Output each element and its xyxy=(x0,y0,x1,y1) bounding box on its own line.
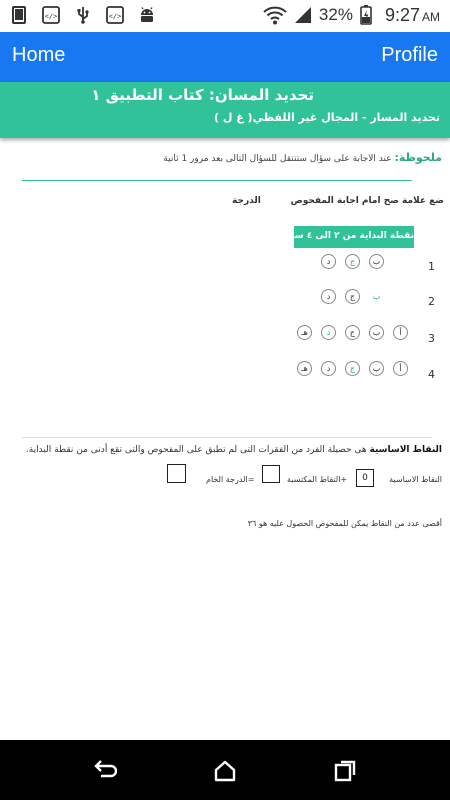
answer-option[interactable]: د xyxy=(321,361,336,376)
navigation-bar xyxy=(0,740,450,800)
status-bar-system xyxy=(263,4,440,26)
basic-points-title: النقاط الاساسية xyxy=(369,445,442,455)
answer-option[interactable]: ب xyxy=(369,325,384,340)
answer-option[interactable]: ب xyxy=(369,254,384,269)
answer-option[interactable]: د xyxy=(321,289,336,304)
answer-option[interactable]: د xyxy=(321,325,336,340)
start-point-label: نقطة البداية من ٢ الى ٤ سنوات xyxy=(294,226,414,248)
answer-option[interactable]: هـ xyxy=(297,325,312,340)
svg-text:</>: </> xyxy=(108,12,122,21)
basic-points-text: هى حصيلة الفرد من الفقرات التى لم تطبق على المفحوص والتى تقع أدنى من نقطة البداية. xyxy=(25,445,370,455)
earned-points-input[interactable] xyxy=(262,465,280,483)
clock-time: 9:27 xyxy=(384,4,420,25)
answer-option[interactable]: أ xyxy=(393,325,408,340)
code-icon xyxy=(106,6,124,24)
code-icon xyxy=(42,6,60,24)
recent-apps-icon[interactable] xyxy=(332,758,358,784)
basic-points-value[interactable]: 0 xyxy=(356,469,374,487)
tablet-icon xyxy=(10,6,28,24)
status-bar-notifications xyxy=(10,6,156,24)
app-bar xyxy=(0,32,450,82)
answer-option[interactable]: د xyxy=(321,254,336,269)
clock-ampm: AM xyxy=(422,9,440,24)
question-number: 3 xyxy=(428,332,435,345)
section-separator xyxy=(22,437,432,438)
page-subtitle: تحديد المسار - المجال غير اللفظي( غ ل ) xyxy=(213,111,440,124)
note-text: عند الاجابة على سؤال ستنتقل للسؤال التالى بعد مرور 1 ثانية xyxy=(163,154,395,164)
note-label: ملحوظة: xyxy=(394,151,442,164)
status-bar xyxy=(0,0,450,32)
raw-score-label: =الدرجة الخام xyxy=(206,475,255,484)
answer-option[interactable]: ج xyxy=(345,254,360,269)
page-title: تحديد المسان: كتاب التطبيق ١ xyxy=(91,86,314,104)
signal-icon xyxy=(293,5,313,25)
divider xyxy=(22,180,412,181)
answer-option[interactable]: ب xyxy=(369,361,384,376)
page-header xyxy=(0,82,450,138)
battery-charging-icon xyxy=(359,4,373,26)
question-number: 4 xyxy=(428,368,435,381)
answer-option[interactable]: هـ xyxy=(297,361,312,376)
question-number: 2 xyxy=(428,295,435,308)
instruction-column-header: ضع علامة صح امام اجابة المفحوص xyxy=(290,196,444,206)
svg-text:</>: </> xyxy=(44,12,58,21)
home-button[interactable]: Home xyxy=(12,44,66,66)
answer-option[interactable]: ب xyxy=(369,289,384,304)
battery-percent: 32% xyxy=(318,5,353,24)
plus-earned-points-label: +النقاط المكتسبة xyxy=(287,475,348,484)
basic-points-label: النقاط الاساسية xyxy=(389,475,442,484)
home-icon[interactable] xyxy=(212,758,238,784)
answer-option[interactable]: ج xyxy=(345,325,360,340)
answer-option[interactable]: ج xyxy=(345,361,360,376)
profile-button[interactable]: Profile xyxy=(381,44,438,66)
usb-icon xyxy=(74,6,92,24)
wifi-icon xyxy=(263,4,287,26)
raw-score-input[interactable] xyxy=(167,464,186,483)
back-icon[interactable] xyxy=(92,758,118,784)
grade-column-header: الدرجة xyxy=(232,196,261,206)
max-points-text: أقصى عدد من النقاط يمكن للمفحوص الحصول عليه هو ٣٦ xyxy=(247,519,442,528)
note xyxy=(163,151,442,164)
answer-option[interactable]: ج xyxy=(345,289,360,304)
clock xyxy=(385,5,440,26)
android-icon xyxy=(138,6,156,24)
answer-option[interactable]: أ xyxy=(393,361,408,376)
basic-points-description xyxy=(22,443,442,457)
question-number: 1 xyxy=(428,260,435,273)
